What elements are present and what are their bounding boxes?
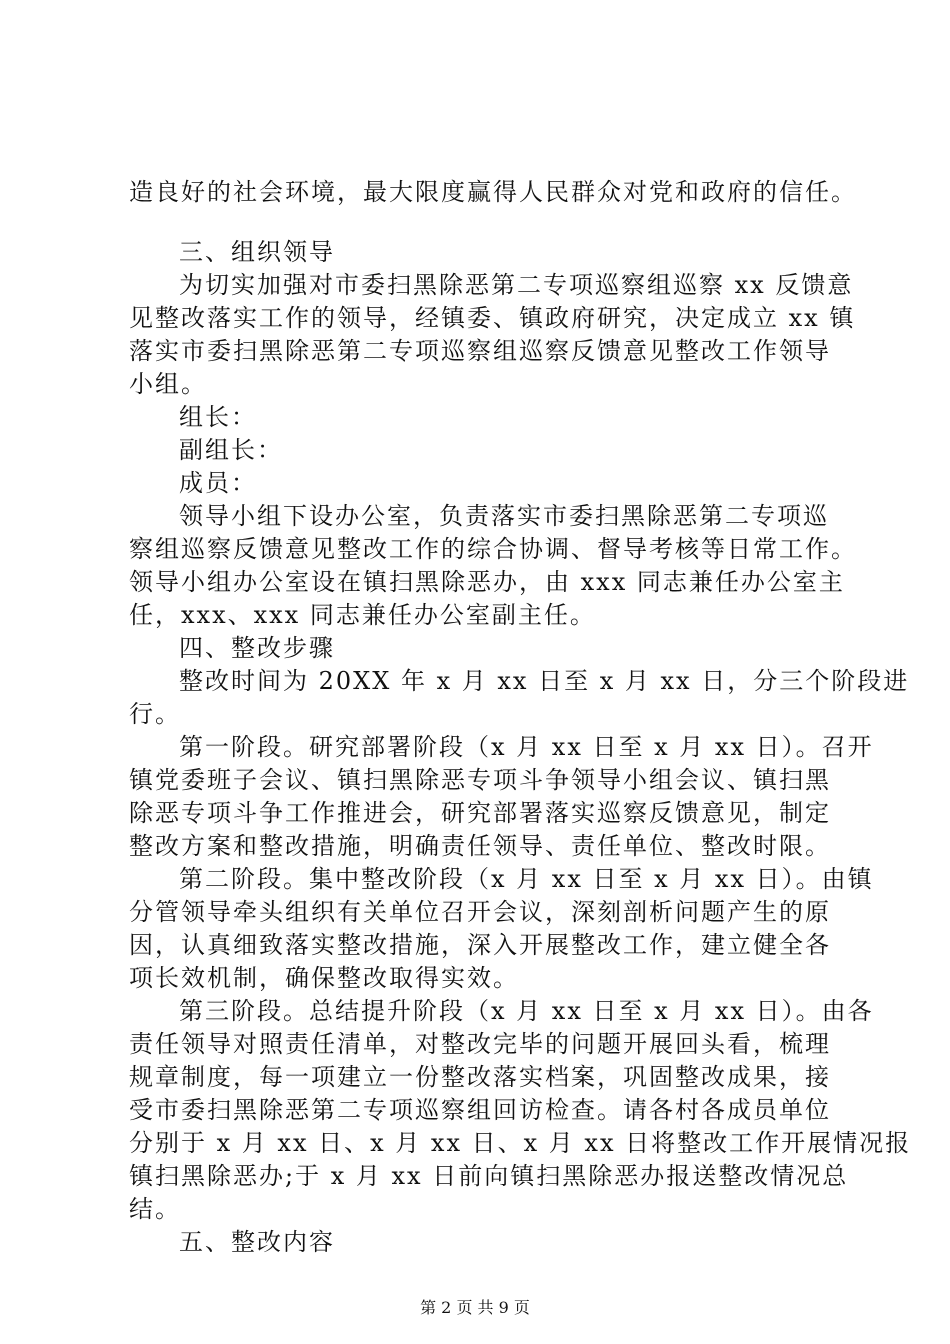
text-line: 第一阶段。研究部署阶段（x 月 xx 日至 x 月 xx 日）。召开 bbox=[179, 733, 874, 761]
text-line: 镇党委班子会议、镇扫黑除恶专项斗争领导小组会议、镇扫黑 bbox=[129, 766, 831, 794]
section-heading: 四、整改步骤 bbox=[179, 634, 335, 662]
text-line: 规章制度，每一项建立一份整改落实档案，巩固整改成果，接 bbox=[129, 1063, 831, 1091]
text-line: 组长： bbox=[179, 403, 257, 431]
text-line: 为切实加强对市委扫黑除恶第二专项巡察组巡察 xx 反馈意 bbox=[179, 271, 854, 299]
text-line: 受市委扫黑除恶第二专项巡察组回访检查。请各村各成员单位 bbox=[129, 1096, 831, 1124]
section-heading: 五、整改内容 bbox=[179, 1228, 335, 1256]
text-line: 分管领导牵头组织有关单位召开会议，深刻剖析问题产生的原 bbox=[129, 898, 831, 926]
text-line: 任，xxx、xxx 同志兼任办公室副主任。 bbox=[129, 601, 596, 629]
text-line: 察组巡察反馈意见整改工作的综合协调、督导考核等日常工作。 bbox=[129, 535, 857, 563]
text-line: 分别于 x 月 xx 日、x 月 xx 日、x 月 xx 日将整改工作开展情况报 bbox=[129, 1129, 912, 1157]
text-line: 整改方案和整改措施，明确责任领导、责任单位、整改时限。 bbox=[129, 832, 831, 860]
text-line: 成员： bbox=[179, 469, 257, 497]
text-line: 副组长： bbox=[179, 436, 283, 464]
text-line: 镇扫黑除恶办;于 x 月 xx 日前向镇扫黑除恶办报送整改情况总 bbox=[129, 1162, 849, 1190]
text-line: 结。 bbox=[129, 1195, 181, 1223]
text-line: 责任领导对照责任清单，对整改完毕的问题开展回头看，梳理 bbox=[129, 1030, 831, 1058]
text-line: 领导小组办公室设在镇扫黑除恶办，由 xxx 同志兼任办公室主 bbox=[129, 568, 845, 596]
text-line: 第二阶段。集中整改阶段（x 月 xx 日至 x 月 xx 日）。由镇 bbox=[179, 865, 874, 893]
text-line: 第三阶段。总结提升阶段（x 月 xx 日至 x 月 xx 日）。由各 bbox=[179, 997, 874, 1025]
text-line: 造良好的社会环境，最大限度赢得人民群众对党和政府的信任。 bbox=[129, 178, 857, 206]
text-line: 行。 bbox=[129, 700, 181, 728]
text-line: 小组。 bbox=[129, 370, 207, 398]
text-line: 因，认真细致落实整改措施，深入开展整改工作，建立健全各 bbox=[129, 931, 831, 959]
text-line: 领导小组下设办公室，负责落实市委扫黑除恶第二专项巡 bbox=[179, 502, 829, 530]
text-line: 除恶专项斗争工作推进会，研究部署落实巡察反馈意见，制定 bbox=[129, 799, 831, 827]
text-line: 整改时间为 20XX 年 x 月 xx 日至 x 月 xx 日，分三个阶段进 bbox=[179, 667, 910, 695]
section-heading: 三、组织领导 bbox=[179, 238, 335, 266]
text-line: 落实市委扫黑除恶第二专项巡察组巡察反馈意见整改工作领导 bbox=[129, 337, 831, 365]
page-number: 第 2 页 共 9 页 bbox=[420, 1298, 530, 1317]
text-line: 项长效机制，确保整改取得实效。 bbox=[129, 964, 519, 992]
text-line: 见整改落实工作的领导，经镇委、镇政府研究，决定成立 xx 镇 bbox=[129, 304, 856, 332]
